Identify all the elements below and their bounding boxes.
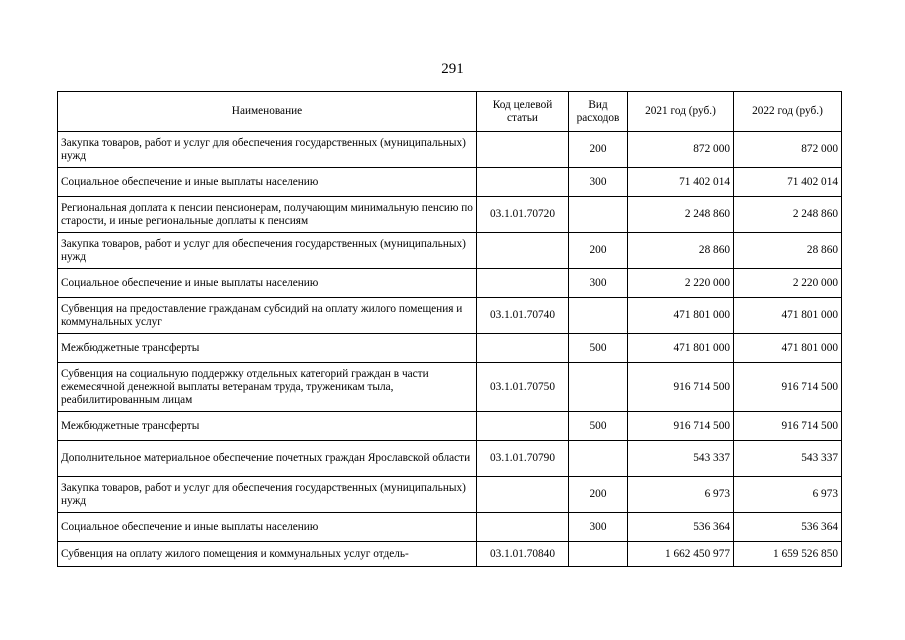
- row-2021: 872 000: [628, 132, 734, 168]
- header-2021: 2021 год (руб.): [628, 92, 734, 132]
- row-2022: 916 714 500: [734, 363, 842, 412]
- row-name: Субвенция на предоставление гражданам субсидий на оплату жилого помещения и коммунальных услуг: [58, 298, 477, 334]
- page-number: 291: [441, 61, 464, 77]
- row-kind: 300: [569, 513, 628, 542]
- row-kind: 200: [569, 233, 628, 269]
- row-code: [477, 233, 569, 269]
- row-2021: 471 801 000: [628, 334, 734, 363]
- row-kind: 300: [569, 269, 628, 298]
- row-kind: [569, 298, 628, 334]
- table-row: [58, 197, 842, 233]
- row-kind: 500: [569, 412, 628, 441]
- table-row: [58, 132, 842, 168]
- row-kind: 200: [569, 132, 628, 168]
- row-2021: 536 364: [628, 513, 734, 542]
- table-row: [58, 477, 842, 513]
- row-2021: 6 973: [628, 477, 734, 513]
- row-code: [477, 477, 569, 513]
- row-code: 03.1.01.70720: [477, 197, 569, 233]
- row-code: [477, 269, 569, 298]
- row-code: [477, 334, 569, 363]
- row-2021: 916 714 500: [628, 363, 734, 412]
- row-code: [477, 132, 569, 168]
- row-name: Социальное обеспечение и иные выплаты населению: [58, 513, 477, 542]
- row-kind: 200: [569, 477, 628, 513]
- table-row: [58, 412, 842, 441]
- table-row: [58, 298, 842, 334]
- row-2022: 916 714 500: [734, 412, 842, 441]
- header-name: Наименование: [58, 92, 477, 132]
- row-kind: [569, 441, 628, 477]
- table-header-row: [58, 92, 842, 132]
- row-name: Социальное обеспечение и иные выплаты населению: [58, 269, 477, 298]
- row-code: [477, 513, 569, 542]
- row-name: Субвенция на оплату жилого помещения и коммунальных услуг отдель-: [58, 542, 477, 567]
- row-2021: 2 248 860: [628, 197, 734, 233]
- row-kind: [569, 363, 628, 412]
- table-row: [58, 513, 842, 542]
- row-2022: 471 801 000: [734, 298, 842, 334]
- row-kind: [569, 542, 628, 567]
- row-2022: 71 402 014: [734, 168, 842, 197]
- row-code: 03.1.01.70790: [477, 441, 569, 477]
- header-2022: 2022 год (руб.): [734, 92, 842, 132]
- row-name: Межбюджетные трансферты: [58, 412, 477, 441]
- row-2021: 2 220 000: [628, 269, 734, 298]
- row-2021: 471 801 000: [628, 298, 734, 334]
- budget-table: [57, 91, 842, 567]
- row-name: Субвенция на социальную поддержку отдельных категорий граждан в части ежемесячной денежной выплаты ветеранам труда, труженикам тыла, реабилитированным лицам: [58, 363, 477, 412]
- row-kind: 300: [569, 168, 628, 197]
- table-row: [58, 441, 842, 477]
- row-2022: 543 337: [734, 441, 842, 477]
- row-name: Закупка товаров, работ и услуг для обеспечения государственных (муниципальных) нужд: [58, 132, 477, 168]
- table-row: [58, 542, 842, 567]
- row-name: Дополнительное материальное обеспечение почетных граждан Ярославской области: [58, 441, 477, 477]
- row-kind: 500: [569, 334, 628, 363]
- row-code: [477, 412, 569, 441]
- row-code: 03.1.01.70740: [477, 298, 569, 334]
- row-2022: 872 000: [734, 132, 842, 168]
- row-2021: 71 402 014: [628, 168, 734, 197]
- row-2021: 1 662 450 977: [628, 542, 734, 567]
- row-name: Межбюджетные трансферты: [58, 334, 477, 363]
- row-code: [477, 168, 569, 197]
- table-row: [58, 233, 842, 269]
- row-2021: 28 860: [628, 233, 734, 269]
- table-row: [58, 363, 842, 412]
- row-2022: 2 248 860: [734, 197, 842, 233]
- table-row: [58, 334, 842, 363]
- row-name: Социальное обеспечение и иные выплаты населению: [58, 168, 477, 197]
- row-code: 03.1.01.70750: [477, 363, 569, 412]
- row-2021: 916 714 500: [628, 412, 734, 441]
- row-2022: 536 364: [734, 513, 842, 542]
- row-2022: 471 801 000: [734, 334, 842, 363]
- row-name: Региональная доплата к пенсии пенсионерам, получающим минимальную пенсию по старости, и иные региональные доплаты к пенсиям: [58, 197, 477, 233]
- row-code: 03.1.01.70840: [477, 542, 569, 567]
- row-name: Закупка товаров, работ и услуг для обеспечения государственных (муниципальных) нужд: [58, 477, 477, 513]
- row-2022: 1 659 526 850: [734, 542, 842, 567]
- row-2022: 28 860: [734, 233, 842, 269]
- row-kind: [569, 197, 628, 233]
- header-code: Код целевой статьи: [477, 92, 569, 132]
- row-2021: 543 337: [628, 441, 734, 477]
- header-kind: Вид расходов: [569, 92, 628, 132]
- row-2022: 2 220 000: [734, 269, 842, 298]
- table-row: [58, 269, 842, 298]
- row-name: Закупка товаров, работ и услуг для обеспечения государственных (муниципальных) нужд: [58, 233, 477, 269]
- table-row: [58, 168, 842, 197]
- row-2022: 6 973: [734, 477, 842, 513]
